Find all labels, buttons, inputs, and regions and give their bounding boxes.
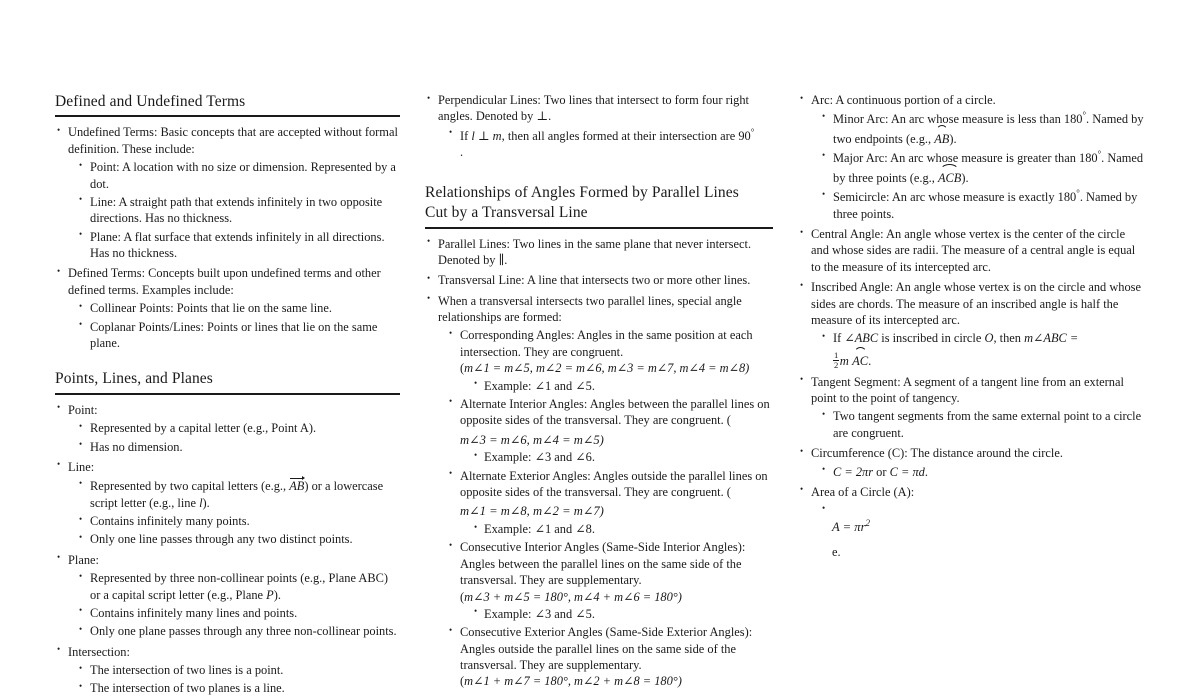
- list-item-semicircle: [820, 188, 1146, 222]
- vector-label: AB: [289, 479, 305, 494]
- list-item-transversal: • Transversal Line: A line that intersects two or more other lines.: [425, 272, 773, 288]
- list-item: • The intersection of two planes is a line.: [77, 680, 400, 696]
- list-item-example: • Example: ∠1 and ∠8.: [471, 521, 773, 537]
- diameter-d: d: [918, 464, 925, 479]
- list-item: • Line: A straight path that extends infinitely in two opposite directions. Has no thickness.: [77, 194, 400, 227]
- sublist-angle-types: [438, 327, 773, 689]
- arc-ab-notation: [934, 128, 949, 147]
- text-post: ).: [273, 587, 281, 602]
- equals-sign: =: [1066, 331, 1079, 346]
- sublist: [811, 464, 1146, 480]
- item-text: When a transversal intersects two parallel lines, special angle relationships are formed:: [438, 293, 742, 325]
- degree-symbol: °: [750, 126, 755, 137]
- text-pre: Minor Arc: An arc whose measure is less than 180: [833, 112, 1083, 127]
- list-item-arc: [798, 92, 1146, 222]
- list-item-empty: [820, 502, 1146, 515]
- section-points-lines-planes: [55, 369, 400, 696]
- list-item-parallel: • Parallel Lines: Two lines in the same plane that never intersect. Denoted by ∥.: [425, 236, 773, 269]
- list-item-example: • Example: ∠1 and ∠5.: [471, 378, 773, 394]
- text-pre: Major Arc: An arc whose measure is greater than 180: [833, 151, 1098, 166]
- equals-sign: =: [839, 520, 855, 535]
- list-points-lines-planes: [55, 402, 400, 697]
- item-text: Defined Terms: Concepts built upon undefined terms and other defined terms. Examples include:: [68, 266, 381, 297]
- list-circle-concepts: [798, 92, 1146, 560]
- variable-p: P: [266, 587, 274, 602]
- text-post: . Named by three points.: [833, 190, 1138, 221]
- variable-l: l: [199, 495, 203, 510]
- sublist: [68, 477, 400, 548]
- list-perpendicular: [425, 92, 773, 161]
- pi-symbol: π: [862, 464, 869, 479]
- list-item: [77, 477, 400, 511]
- sublist: [68, 570, 400, 640]
- variable-m: m: [492, 128, 502, 143]
- list-item: • Collinear Points: Points that lie on the same line.: [77, 300, 400, 316]
- list-item-consecutive-interior-angles: [447, 539, 773, 622]
- text-post: , then all angles formed at their intersection are 90: [501, 128, 751, 143]
- arc-label: AB: [934, 131, 950, 146]
- angle-formula: m∠3 + m∠5 = 180°, m∠4 + m∠6 = 180°): [464, 589, 682, 604]
- overarc-icon: [854, 347, 867, 354]
- list-item-corresponding-angles: [447, 327, 773, 394]
- text-end: .: [924, 464, 928, 479]
- item-text: Point:: [68, 402, 98, 417]
- degree-symbol: °: [1097, 149, 1102, 160]
- list-item-circumference: [798, 445, 1146, 480]
- pi-symbol: π: [912, 464, 919, 479]
- sublist: [68, 662, 400, 697]
- symbol-c: C: [889, 464, 898, 479]
- text-pre: If: [833, 331, 845, 346]
- angle-formula: m∠3 = m∠6, m∠4 = m∠5): [460, 432, 604, 447]
- arc-acb-notation: [938, 167, 961, 186]
- arc-ac-notation: [852, 350, 868, 370]
- variable-l: l: [471, 128, 475, 143]
- degree-symbol: °: [1076, 188, 1080, 199]
- list-item: • Only one plane passes through any three non-collinear points.: [77, 623, 400, 639]
- list-item: [447, 127, 773, 161]
- column-2: [425, 92, 773, 689]
- equals-two: = 2: [841, 464, 863, 479]
- section-heading: Points, Lines, and Planes: [55, 370, 213, 388]
- measure-m: m: [839, 353, 849, 368]
- list-item-relationships: [425, 293, 773, 690]
- trailing-fragment: e.: [832, 545, 841, 560]
- trailing-period: .: [460, 145, 464, 160]
- equals-sign: =: [897, 464, 913, 479]
- list-item-point: [55, 402, 400, 455]
- text-pre: If: [460, 128, 472, 143]
- list-item: • Point: A location with no size or dimension. Represented by a dot.: [77, 159, 400, 192]
- list-item-inscribed-formula: [820, 330, 1146, 369]
- measure-angle-abc: m∠ABC: [1024, 331, 1067, 346]
- list-item: [55, 265, 400, 351]
- fraction-numerator: 1: [834, 350, 839, 361]
- text-pre: Represented by three non-collinear points (e.g., Plane ABC) or a capital script letter (e.g., Plane: [90, 571, 388, 602]
- angle-formula: m∠1 = m∠8, m∠2 = m∠7): [460, 504, 604, 519]
- list-item-area-of-circle: [798, 484, 1146, 561]
- section-heading: Defined and Undefined Terms: [55, 93, 246, 110]
- section-defined-undefined-terms: [55, 92, 400, 351]
- pi-symbol: π: [854, 520, 861, 535]
- angle-formula: m∠1 = m∠5, m∠2 = m∠6, m∠3 = m∠7, m∠4 = m∠8): [464, 361, 750, 376]
- text-post: ).: [961, 170, 969, 185]
- list-item: • Represented by a capital letter (e.g., Point A).: [77, 420, 400, 436]
- column-3: [798, 92, 1146, 626]
- item-text: Area of a Circle (A):: [811, 484, 915, 499]
- sublist: [438, 127, 773, 161]
- sublist: [811, 330, 1146, 369]
- text-then: , then: [993, 331, 1025, 346]
- list-item: • Only one line passes through any two distinct points.: [77, 531, 400, 547]
- sublist: [68, 159, 400, 261]
- exponent-two: 2: [865, 518, 871, 529]
- section-rule: [425, 227, 773, 229]
- list-defined-undefined: [55, 124, 400, 351]
- sublist: [68, 420, 400, 455]
- item-text: Plane:: [68, 552, 99, 567]
- list-item-central-angle: • Central Angle: An angle whose vertex is the center of the circle and whose sides are radii. The measure of a central angle is equal to the measure of its intercepted arc.: [798, 226, 1146, 275]
- text-post: ).: [949, 131, 957, 146]
- fraction-one-half: [833, 351, 839, 370]
- list-item-alternate-interior-angles: [447, 396, 773, 466]
- angle-name: Consecutive Exterior Angles (Same-Side Exterior Angles): Angles outside the parallel lines on the same side of the transversal. They are supplementary. (: [460, 625, 753, 689]
- list-item-major-arc: [820, 149, 1146, 186]
- list-item: • The intersection of two lines is a point.: [77, 662, 400, 678]
- list-item: • Plane: A flat surface that extends infinitely in all directions. Has no thickness.: [77, 229, 400, 262]
- angle-formula: m∠1 + m∠7 = 180°, m∠2 + m∠8 = 180°): [464, 674, 682, 689]
- list-item-intersection: [55, 644, 400, 697]
- section-rule: [55, 393, 400, 395]
- sublist: [811, 408, 1146, 441]
- overarc-icon: [936, 125, 948, 132]
- radius-r: r: [860, 520, 866, 535]
- list-item: • Contains infinitely many points.: [77, 513, 400, 529]
- angle-name: Alternate Exterior Angles: Angles outside the parallel lines on opposite sides of the transversal. They are congruent. (: [460, 468, 768, 500]
- item-text: Circumference (C): The distance around the circle.: [811, 446, 1063, 461]
- text-or: or: [873, 464, 890, 479]
- text-post: ).: [202, 495, 210, 510]
- list-item-tangent-segment: [798, 374, 1146, 442]
- item-text: Line:: [68, 459, 95, 474]
- list-item-alternate-exterior-angles: [447, 468, 773, 538]
- heading-line-2: Cut by a Transversal Line: [425, 204, 588, 222]
- item-text: Arc: A continuous portion of a circle.: [811, 93, 996, 107]
- sublist-arc-types: [811, 110, 1146, 222]
- column-1: [55, 92, 400, 696]
- item-text: Intersection:: [68, 644, 130, 659]
- list-item-line: [55, 459, 400, 548]
- angle-name: Corresponding Angles: Angles in the same position at each intersection. They are congruent. (: [460, 328, 753, 376]
- list-item-inscribed-angle: [798, 279, 1146, 370]
- sublist-example: [460, 521, 773, 537]
- list-item: [77, 570, 400, 603]
- text-mid: . Named by three points (e.g.,: [833, 151, 1144, 185]
- sublist-example: [460, 606, 773, 622]
- area-formula: [832, 518, 1146, 536]
- item-text: Inscribed Angle: An angle whose vertex is on the circle and whose sides are chords. The measure of an inscribed angle is half the measure of its intercepted arc.: [811, 280, 1141, 327]
- sublist-example: [460, 449, 773, 465]
- angle-name: Consecutive Interior Angles (Same-Side Interior Angles): Angles between the parallel lines on the same side of the transversal. They are supplementary. (: [460, 540, 746, 604]
- text-mid: . Named by two endpoints (e.g.,: [833, 112, 1144, 146]
- section-parallel-transversal: [425, 183, 773, 690]
- item-text: Perpendicular Lines: Two lines that intersect to form four right angles. Denoted by ⊥.: [438, 93, 749, 124]
- list-item-example: • Example: ∠3 and ∠5.: [471, 606, 773, 622]
- fraction-denominator: 2: [834, 359, 839, 370]
- section-heading: [425, 183, 773, 224]
- angle-abc: ∠ABC: [844, 331, 879, 346]
- arc-label: ACB: [937, 170, 962, 185]
- list-item: • Has no dimension.: [77, 439, 400, 455]
- text-pre: Semicircle: An arc whose measure is exactly 180: [833, 190, 1077, 205]
- sublist: [811, 502, 1146, 515]
- text-post: .: [868, 353, 872, 368]
- item-text: Tangent Segment: A segment of a tangent line from an external point to the point of tangency.: [811, 374, 1124, 406]
- list-item-plane: [55, 552, 400, 640]
- circle-o: O: [984, 331, 994, 346]
- arc-label: AC: [852, 353, 869, 368]
- radius-r: r: [868, 464, 874, 479]
- list-item-minor-arc: [820, 110, 1146, 147]
- list-item-circumference-formula: [820, 464, 1146, 480]
- section-rule: [55, 115, 400, 117]
- heading-line-1: Relationships of Angles Formed by Parallel Lines: [425, 183, 739, 201]
- text-mid: is inscribed in circle: [878, 331, 985, 346]
- vector-ab-notation: [289, 477, 304, 494]
- list-parallel-lines: [425, 236, 773, 690]
- list-item: • Contains infinitely many lines and points.: [77, 605, 400, 621]
- sublist-example: [460, 378, 773, 394]
- text-pre: Represented by two capital letters (e.g.,: [90, 479, 290, 494]
- half-arc-expression: [833, 350, 1146, 370]
- symbol-c: C: [833, 464, 842, 479]
- list-item-example: • Example: ∠3 and ∠6.: [471, 449, 773, 465]
- list-item: • Coplanar Points/Lines: Points or lines that lie on the same plane.: [77, 319, 400, 352]
- perpendicular-symbol: ⊥: [474, 128, 493, 143]
- text-mid: ) or a lowercase script letter (e.g., line: [90, 479, 384, 510]
- item-text: Undefined Terms: Basic concepts that are accepted without formal definition. These include:: [68, 125, 398, 156]
- list-item-perpendicular: [425, 92, 773, 161]
- symbol-a: A: [832, 520, 840, 535]
- list-item-consecutive-exterior-angles: [447, 624, 773, 690]
- degree-symbol: °: [1082, 110, 1087, 121]
- angle-name: Alternate Interior Angles: Angles between the parallel lines on opposite sides of the transversal. They are congruent. (: [460, 396, 770, 428]
- sublist: [68, 300, 400, 351]
- list-item: • Two tangent segments from the same external point to a circle are congruent.: [820, 408, 1146, 441]
- list-item: [55, 124, 400, 261]
